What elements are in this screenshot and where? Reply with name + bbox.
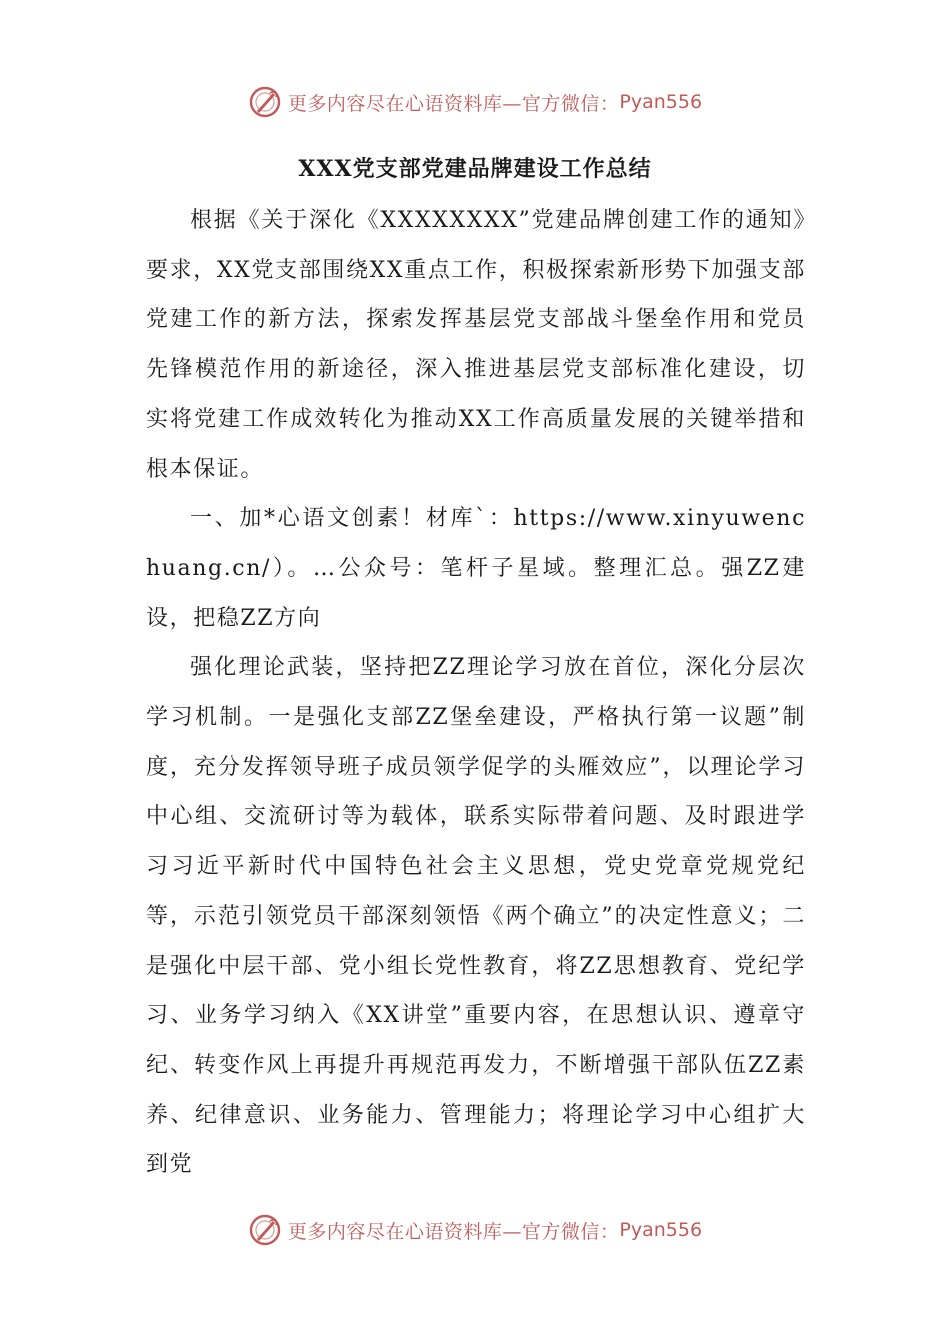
document-title: XXX党支部党建品牌建设工作总结 xyxy=(298,156,652,182)
paragraph-intro: 根据《关于深化《XXXXXXXX”党建品牌创建工作的通知》要求，XX党支部围绕XX重点工作，积极探索新形势下加强支部党建工作的新方法，探索发挥基层党支部战斗堡垒作用和党员先锋模范作用的新途径，深入推进基层党支部标准化建设，切实将党建工作成效转化为推动XX工作高质量发展的关键举措和根本保证。 xyxy=(146,208,806,482)
header-watermark-banner xyxy=(0,82,950,122)
banner-wechat-id: Pyan556 xyxy=(619,1219,703,1241)
quill-logo-icon xyxy=(248,1213,282,1247)
paragraph-theory-study: 强化理论武装，坚持把ZZ理论学习放在首位，深化分层次学习机制。一是强化支部ZZ堡垒建设，严格执行第一议题”制度，充分发挥领导班子成员领学促学的头雁效应”，以理论学习中心组、交流研讨等为载体，联系实际带着问题、及时跟进学习习近平新时代中国特色社会主义思想，党史党章党规党纪等，示范引领党员干部深刻领悟《两个确立”的决定性意义；二是强化中层干部、党小组长党性教育，将ZZ思想教育、党纪学习、业务学习纳入《XX讲堂”重要内容，在思想认识、遵章守纪、转变作风上再提升再规范再发力，不断增强干部队伍ZZ素养、纪律意识、业务能力、管理能力；将理论学习中心组扩大到党 xyxy=(146,655,806,1178)
quill-logo-icon xyxy=(248,85,282,119)
paragraph-section-heading: 一、加*心语文创素！材库`：https://www.xinyuwenchuang.cn/）。…公众号：笔杆子星域。整理汇总。强ZZ建设，把稳ZZ方向 xyxy=(146,506,806,631)
banner-text: 更多内容尽在心语资料库—官方微信： xyxy=(287,1220,620,1243)
footer-watermark-banner xyxy=(0,1210,950,1250)
document-body xyxy=(146,196,806,1190)
banner-text: 更多内容尽在心语资料库—官方微信： xyxy=(287,92,620,115)
banner-wechat-id: Pyan556 xyxy=(619,91,703,113)
